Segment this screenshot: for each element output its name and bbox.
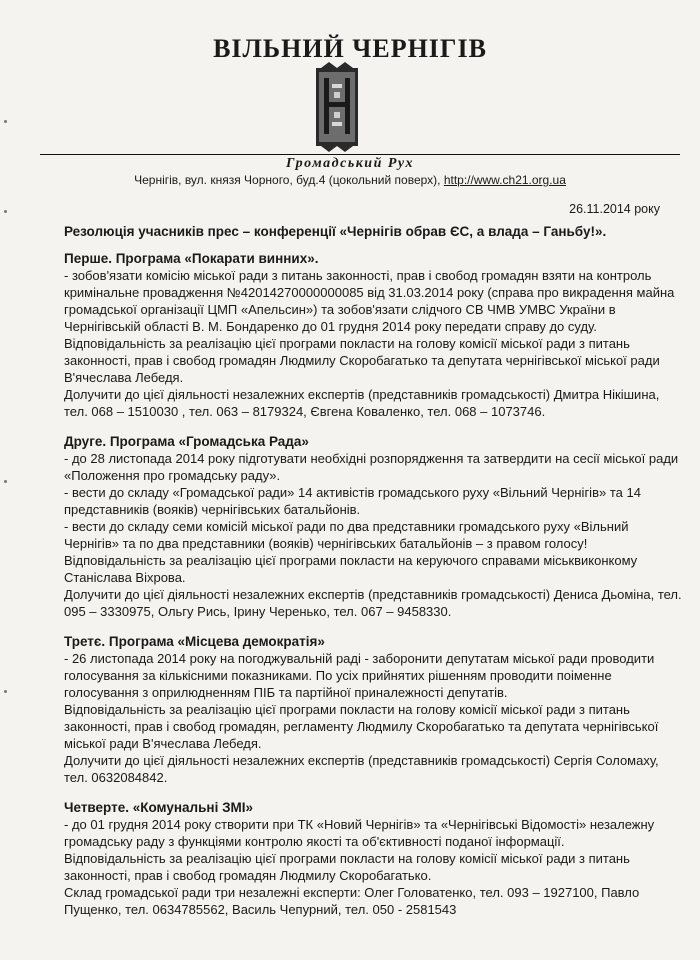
organization-name: ВІЛЬНИЙ ЧЕРНІГІВ (213, 34, 487, 63)
document-date: 26.11.2014 року (569, 202, 660, 216)
section-paragraph: - до 01 грудня 2014 року створити при ТК «Новий Чернігів» та «Чернігівські Відомості» незалежну громадську раду з функціями контролю якості та об'єктивності поданої інформації. (64, 817, 655, 849)
section-paragraph: Відповідальність за реалізацію цієї програми покласти на голову комісії міської ради з питань законності, прав і свобод громадян, регламенту Людмилу Скоробагатько та депутата чернігівської міської ради В'ячеслава Лебедя. (64, 702, 659, 751)
ornamental-emblem-icon (315, 62, 359, 152)
website-link[interactable]: http://www.ch21.org.ua (443, 173, 566, 187)
scan-mark (4, 690, 7, 693)
section-third (64, 633, 684, 786)
section-paragraph: - вести до складу семи комісій міської ради по два представники громадського руху «Вільний Чернігів» та по два представники (вояків) чернігівських батальйонів – з правом голосу! (64, 519, 629, 551)
scan-mark (4, 120, 7, 123)
section-paragraph: Склад громадської ради три незалежні експерти: Олег Головатенко, тел. 093 – 1927100, Павло Пущенко, тел. 0634785562, Василь Чепурний, тел. 050 - 2581543 (64, 885, 640, 917)
scan-mark (4, 210, 7, 213)
section-heading: Третє. Програма «Місцева демократія» (64, 634, 325, 649)
section-paragraph: Долучити до цієї діяльності незалежних експертів (представників громадськості) Дмитра Нікішина, тел. 068 – 1510030 , тел. 063 – 8179324, Євгена Коваленко, тел. 068 – 1073746. (64, 387, 660, 419)
section-paragraph: Відповідальність за реалізацію цієї програми покласти на голову комісії міської ради з питань законності, прав і свобод громадян Людмилу Скоробагатько та депутата чернігівської міської ради В'ячеслава Лебедя. (64, 336, 660, 385)
address-line (0, 173, 700, 187)
document-body (64, 250, 684, 931)
scan-mark (4, 480, 7, 483)
section-paragraph: - зобов'язати комісію міської ради з питань законності, прав і свобод громадян взяти на контроль кримінальне провадження №42014270000000085 від 31.03.2014 року (справа про викрадення майна громадської організації ЦМП «Апельсин») та зобов'язати слідчого СВ ЧМВ УМВС України в Чернігівській області В. М. Бондаренко до 01 грудня 2014 року передати справу до суду. (64, 268, 675, 334)
section-paragraph: - 26 листопада 2014 року на погоджувальній раді - заборонити депутатам міської ради проводити голосування за кількісними показниками. По усіх прийнятих рішенням проводити поіменне голосування з оприлюдненням ПІБ та партійної приналежності депутатів. (64, 651, 655, 700)
section-paragraph: - до 28 листопада 2014 року підготувати необхідні розпорядження та затвердити на сесії міської ради «Положення про громадську раду». (64, 451, 679, 483)
section-heading: Друге. Програма «Громадська Рада» (64, 434, 309, 449)
address-text: Чернігів, вул. князя Чорного, буд.4 (цокольний поверх), (134, 173, 441, 187)
section-paragraph: - вести до складу «Громадської ради» 14 активістів громадського руху «Вільний Чернігів» та 14 представників (вояків) чернігівських батальйонів. (64, 485, 641, 517)
section-paragraph: Долучити до цієї діяльності незалежних експертів (представників громадськості) Сергія Соломаху, тел. 0632084842. (64, 753, 659, 785)
section-first (64, 250, 684, 420)
section-heading: Четверте. «Комунальні ЗМІ» (64, 800, 254, 815)
section-heading: Перше. Програма «Покарати винних». (64, 251, 319, 266)
section-fourth (64, 799, 684, 918)
movement-name: Громадський Рух (286, 156, 414, 171)
section-paragraph: Відповідальність за реалізацію цієї програми покласти на керуючого справами міськвиконкому Станіслава Віхрова. (64, 553, 638, 585)
section-second (64, 433, 684, 620)
header-divider (40, 154, 680, 155)
resolution-title: Резолюція учасників прес – конференції «Чернігів обрав ЄС, а влада – Ганьбу!». (64, 224, 607, 239)
section-paragraph: Відповідальність за реалізацію цієї програми покласти на голову комісії міської ради з питань законності, прав і свобод громадян Людмилу Скоробагатько. (64, 851, 630, 883)
section-paragraph: Долучити до цієї діяльності незалежних експертів (представників громадськості) Дениса Дьоміна, тел. 095 – 3330975, Ольгу Рись, Ірину Черенько, тел. 067 – 9458330. (64, 587, 682, 619)
